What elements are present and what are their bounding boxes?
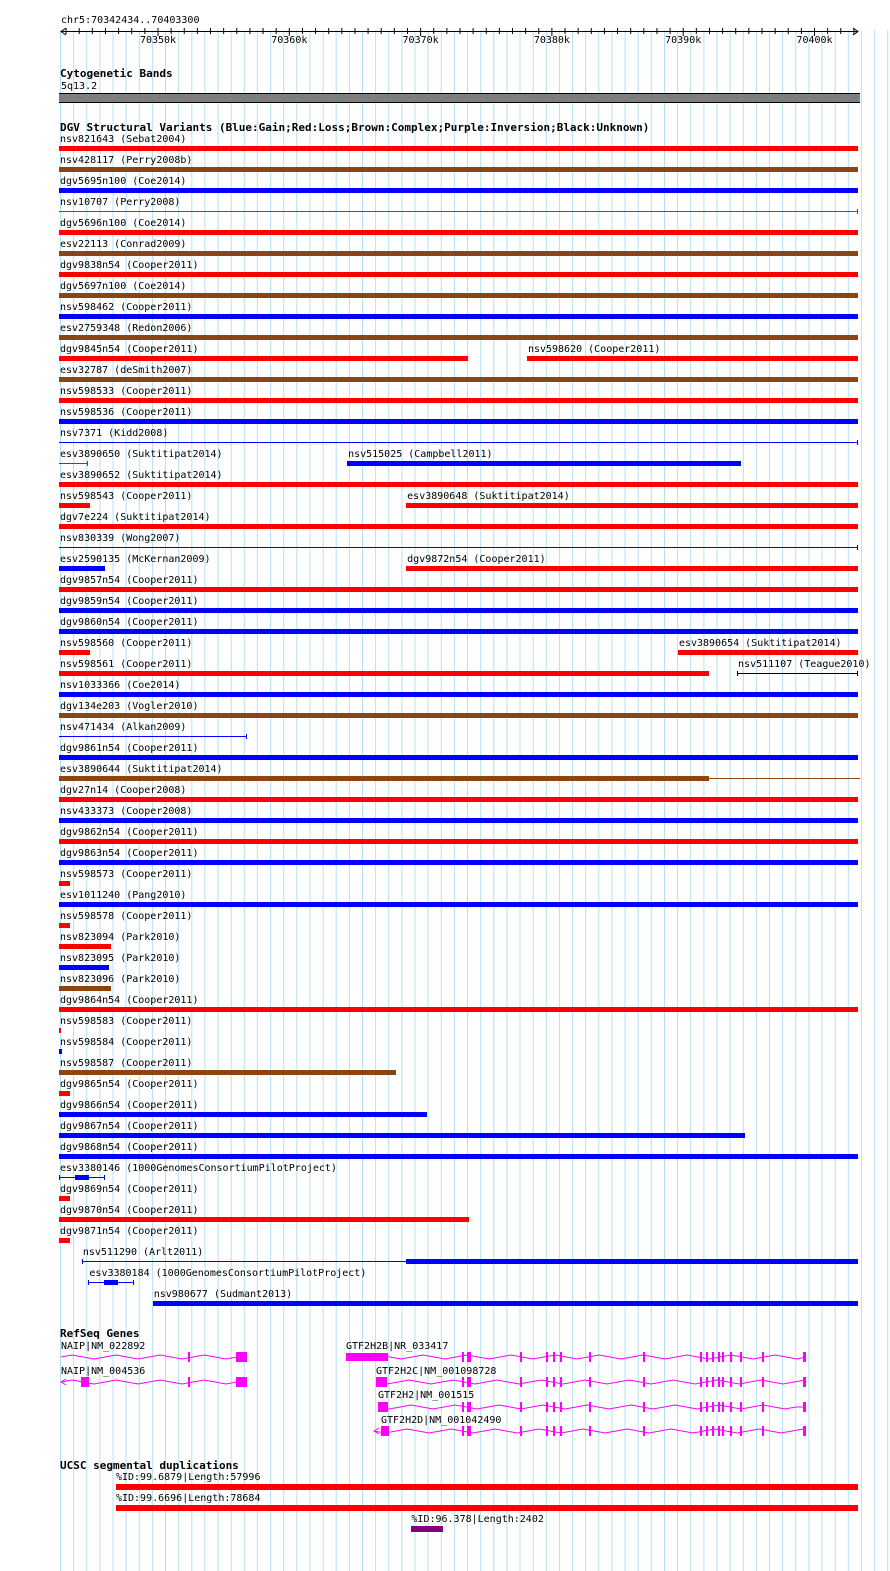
- gene-exon: [469, 1426, 471, 1436]
- gene-exon: [700, 1426, 702, 1436]
- gene-model: [374, 1426, 806, 1436]
- sv-label[interactable]: esv3890650 (Suktitipat2014): [60, 449, 223, 460]
- sv-label[interactable]: nsv821643 (Sebat2004): [60, 134, 187, 145]
- sv-label[interactable]: dgv9864n54 (Cooper2011): [60, 995, 199, 1006]
- gene-exon: [188, 1377, 190, 1387]
- gene-exon: [188, 1352, 190, 1362]
- sv-label[interactable]: nsv823095 (Park2010): [60, 953, 181, 964]
- gene-utr-block: [346, 1353, 388, 1361]
- sv-label[interactable]: nsv598560 (Cooper2011): [60, 638, 193, 649]
- cytoband-track-title[interactable]: Cytogenetic Bands: [60, 67, 173, 80]
- sv-label[interactable]: nsv1033366 (Coe2014): [60, 680, 181, 691]
- gene-exon: [803, 1377, 806, 1387]
- gene-exon: [730, 1377, 732, 1387]
- sv-label[interactable]: esv22113 (Conrad2009): [60, 239, 187, 250]
- gene-exon: [467, 1377, 469, 1387]
- gene-intron-line: [61, 1355, 247, 1359]
- gene-exon: [589, 1377, 591, 1387]
- gene-exon: [706, 1426, 708, 1436]
- gene-exon: [722, 1402, 724, 1412]
- sv-label[interactable]: esv3890652 (Suktitipat2014): [60, 470, 223, 481]
- refseq-label-4[interactable]: GTF2H2|NM_001515: [378, 1390, 475, 1401]
- sv-label[interactable]: dgv9863n54 (Cooper2011): [60, 848, 199, 859]
- gene-exon: [553, 1377, 555, 1387]
- gene-exon: [462, 1377, 464, 1387]
- segdup-bar[interactable]: [116, 1484, 858, 1490]
- sv-label[interactable]: nsv598536 (Cooper2011): [60, 407, 193, 418]
- gene-exon: [376, 1377, 387, 1387]
- sv-label[interactable]: esv32787 (deSmith2007): [60, 365, 193, 376]
- gene-exon: [700, 1377, 702, 1387]
- sv-label[interactable]: dgv9862n54 (Cooper2011): [60, 827, 199, 838]
- gene-exon: [546, 1377, 548, 1387]
- ruler-tick-label: 70400k: [796, 35, 833, 46]
- gene-exon: [467, 1402, 469, 1412]
- gene-exon: [546, 1352, 548, 1362]
- gene-exon: [718, 1402, 720, 1412]
- refseq-label-3[interactable]: GTF2H2C|NM_001098728: [376, 1366, 497, 1377]
- sv-label[interactable]: nsv598462 (Cooper2011): [60, 302, 193, 313]
- refseq-label-5[interactable]: GTF2H2D|NM_001042490: [381, 1415, 502, 1426]
- gene-exon: [762, 1402, 764, 1412]
- gene-exon: [467, 1426, 469, 1436]
- refseq-label-0[interactable]: NAIP|NM_022892: [61, 1341, 146, 1352]
- gene-exon: [762, 1426, 764, 1436]
- sv-label[interactable]: dgv5695n100 (Coe2014): [60, 176, 187, 187]
- sv-label[interactable]: nsv433373 (Cooper2008): [60, 806, 193, 817]
- gene-exon: [643, 1426, 645, 1436]
- gene-model: [378, 1402, 806, 1412]
- gene-exon: [462, 1402, 464, 1412]
- sv-label[interactable]: nsv7371 (Kidd2008): [60, 428, 169, 439]
- sv-label[interactable]: nsv980677 (Sudmant2013): [153, 1289, 293, 1300]
- gene-exon: [643, 1377, 645, 1387]
- ruler-tick-label: 70380k: [533, 35, 570, 46]
- gene-exon: [740, 1402, 742, 1412]
- gene-exon: [740, 1377, 742, 1387]
- gene-exon: [803, 1402, 806, 1412]
- sv-label[interactable]: esv3890654 (Suktitipat2014): [678, 638, 842, 649]
- sv-label[interactable]: esv3890648 (Suktitipat2014): [407, 491, 570, 502]
- gene-exon: [730, 1402, 732, 1412]
- gene-exon: [378, 1402, 388, 1412]
- sv-label[interactable]: nsv823094 (Park2010): [60, 932, 181, 943]
- gene-exon: [643, 1352, 645, 1362]
- sv-label[interactable]: dgv9857n54 (Cooper2011): [60, 575, 199, 586]
- gene-exon: [643, 1402, 645, 1412]
- sv-label[interactable]: nsv823096 (Park2010): [60, 974, 181, 985]
- gene-exon: [803, 1426, 806, 1436]
- sv-label[interactable]: nsv598561 (Cooper2011): [60, 659, 193, 670]
- gene-exon: [762, 1352, 764, 1362]
- dgv-track-title[interactable]: DGV Structural Variants (Blue:Gain;Red:Loss;Brown:Complex;Purple:Inversion;Black:Unknown): [60, 121, 650, 134]
- gene-model: [346, 1352, 806, 1362]
- segdup-track-title[interactable]: UCSC segmental duplications: [60, 1459, 239, 1472]
- sv-label[interactable]: dgv9865n54 (Cooper2011): [60, 1079, 199, 1090]
- ruler-tick-label: 70390k: [665, 35, 702, 46]
- sv-label[interactable]: dgv9866n54 (Cooper2011): [60, 1100, 199, 1111]
- sv-label[interactable]: dgv9868n54 (Cooper2011): [60, 1142, 199, 1153]
- sv-label[interactable]: esv3380184 (1000GenomesConsortiumPilotProject): [89, 1268, 367, 1279]
- sv-label[interactable]: dgv9871n54 (Cooper2011): [60, 1226, 199, 1237]
- gene-exon: [236, 1352, 247, 1362]
- sv-label[interactable]: esv1011240 (Pang2010): [60, 890, 187, 901]
- gene-model: [61, 1352, 247, 1362]
- refseq-label-2[interactable]: NAIP|NM_004536: [61, 1366, 146, 1377]
- gene-exon: [560, 1426, 562, 1436]
- sv-label[interactable]: esv3380146 (1000GenomesConsortiumPilotProject): [60, 1163, 337, 1174]
- gene-exon: [546, 1426, 548, 1436]
- sv-label[interactable]: nsv598533 (Cooper2011): [60, 386, 193, 397]
- ruler-tick-label: 70350k: [139, 35, 177, 46]
- gene-exon: [560, 1377, 562, 1387]
- sv-label[interactable]: nsv830339 (Wong2007): [60, 533, 181, 544]
- gene-exon: [553, 1402, 555, 1412]
- position-label: chr5:70342434..70403300: [61, 15, 200, 26]
- gene-exon: [712, 1426, 714, 1436]
- sv-label[interactable]: nsv598587 (Cooper2011): [60, 1058, 193, 1069]
- sv-label[interactable]: dgv9859n54 (Cooper2011): [60, 596, 199, 607]
- sv-label[interactable]: dgv9870n54 (Cooper2011): [60, 1205, 199, 1216]
- segdup-label[interactable]: %ID:96.378|Length:2402: [411, 1514, 544, 1525]
- sv-label[interactable]: nsv10707 (Perry2008): [60, 197, 181, 208]
- sv-label[interactable]: dgv9861n54 (Cooper2011): [60, 743, 199, 754]
- cytoband-band-label: 5q13.2: [61, 81, 98, 92]
- segdup-bar[interactable]: [411, 1526, 443, 1532]
- gene-exon: [520, 1377, 522, 1387]
- sv-label[interactable]: dgv134e203 (Vogler2010): [60, 701, 199, 712]
- gene-model: [61, 1377, 247, 1387]
- gene-exon: [546, 1402, 548, 1412]
- gene-exon: [560, 1352, 562, 1362]
- gene-exon: [589, 1352, 591, 1362]
- gene-exon: [462, 1352, 464, 1362]
- gene-exon: [81, 1377, 89, 1387]
- sv-label[interactable]: nsv598620 (Cooper2011): [527, 344, 661, 355]
- gene-exon: [462, 1426, 464, 1436]
- gene-exon: [469, 1352, 471, 1362]
- gene-exon: [553, 1426, 555, 1436]
- sv-label[interactable]: dgv9872n54 (Cooper2011): [407, 554, 546, 565]
- gene-exon: [803, 1352, 806, 1362]
- sv-label[interactable]: nsv598543 (Cooper2011): [60, 491, 193, 502]
- gene-exon: [589, 1402, 591, 1412]
- gene-exon: [722, 1352, 724, 1362]
- sv-label[interactable]: dgv9845n54 (Cooper2011): [60, 344, 199, 355]
- sv-label[interactable]: dgv7e224 (Suktitipat2014): [60, 512, 211, 523]
- gene-model: [376, 1377, 806, 1387]
- gene-exon: [730, 1426, 732, 1436]
- sv-label[interactable]: dgv9867n54 (Cooper2011): [60, 1121, 199, 1132]
- segdup-label[interactable]: %ID:99.6696|Length:78684: [115, 1493, 261, 1504]
- gene-exon: [560, 1402, 562, 1412]
- sv-label[interactable]: nsv511107 (Teague2010): [738, 659, 871, 670]
- segdup-label[interactable]: %ID:99.6879|Length:57996: [115, 1472, 261, 1483]
- sv-label[interactable]: nsv598584 (Cooper2011): [60, 1037, 193, 1048]
- gene-exon: [722, 1377, 724, 1387]
- gene-exon: [722, 1426, 724, 1436]
- sv-label[interactable]: nsv598578 (Cooper2011): [60, 911, 193, 922]
- gene-exon: [520, 1352, 522, 1362]
- gene-exon: [469, 1402, 471, 1412]
- refseq-track-title[interactable]: RefSeq Genes: [60, 1327, 140, 1340]
- gene-exon: [706, 1352, 708, 1362]
- gene-exon: [718, 1426, 720, 1436]
- gene-exon: [589, 1426, 591, 1436]
- sv-label[interactable]: nsv428117 (Perry2008b): [60, 155, 193, 166]
- sv-label[interactable]: nsv598573 (Cooper2011): [60, 869, 193, 880]
- sv-label[interactable]: esv2590135 (McKernan2009): [60, 554, 211, 565]
- gene-exon: [718, 1377, 720, 1387]
- gene-exon: [740, 1426, 742, 1436]
- sv-label[interactable]: esv2759348 (Redon2006): [60, 323, 193, 334]
- sv-label[interactable]: dgv27n14 (Cooper2008): [60, 785, 187, 796]
- gene-exon: [700, 1402, 702, 1412]
- gene-exon: [740, 1352, 742, 1362]
- sv-label[interactable]: esv3890644 (Suktitipat2014): [60, 764, 223, 775]
- ruler-tick-label: 70360k: [271, 35, 308, 46]
- gene-exon: [236, 1377, 247, 1387]
- sv-label[interactable]: nsv471434 (Alkan2009): [60, 722, 187, 733]
- gene-exon: [700, 1352, 702, 1362]
- gene-exon: [553, 1352, 555, 1362]
- gene-exon: [712, 1352, 714, 1362]
- gene-exon: [718, 1352, 720, 1362]
- gene-exon: [381, 1426, 389, 1436]
- sv-label[interactable]: dgv9869n54 (Cooper2011): [60, 1184, 199, 1195]
- ruler-tick-label: 70370k: [402, 35, 439, 46]
- gene-exon: [712, 1377, 714, 1387]
- gene-exon: [520, 1402, 522, 1412]
- gene-exon: [467, 1352, 469, 1362]
- segdup-bar[interactable]: [116, 1505, 858, 1511]
- sv-label[interactable]: dgv9860n54 (Cooper2011): [60, 617, 199, 628]
- sv-label[interactable]: nsv511290 (Arlt2011): [82, 1247, 204, 1258]
- refseq-label-1[interactable]: GTF2H2B|NR_033417: [346, 1341, 449, 1352]
- sv-label[interactable]: dgv5696n100 (Coe2014): [60, 218, 187, 229]
- gene-exon: [706, 1402, 708, 1412]
- sv-label[interactable]: dgv9838n54 (Cooper2011): [60, 260, 199, 271]
- gene-exon: [762, 1377, 764, 1387]
- sv-label[interactable]: dgv5697n100 (Coe2014): [60, 281, 187, 292]
- gene-exon: [520, 1426, 522, 1436]
- sv-label[interactable]: nsv598583 (Cooper2011): [60, 1016, 193, 1027]
- gene-intron-line: [346, 1355, 806, 1359]
- gene-exon: [469, 1377, 471, 1387]
- gene-exon: [712, 1402, 714, 1412]
- gene-exon: [730, 1352, 732, 1362]
- sv-label[interactable]: nsv515025 (Campbell2011): [348, 449, 493, 460]
- gene-exon: [706, 1377, 708, 1387]
